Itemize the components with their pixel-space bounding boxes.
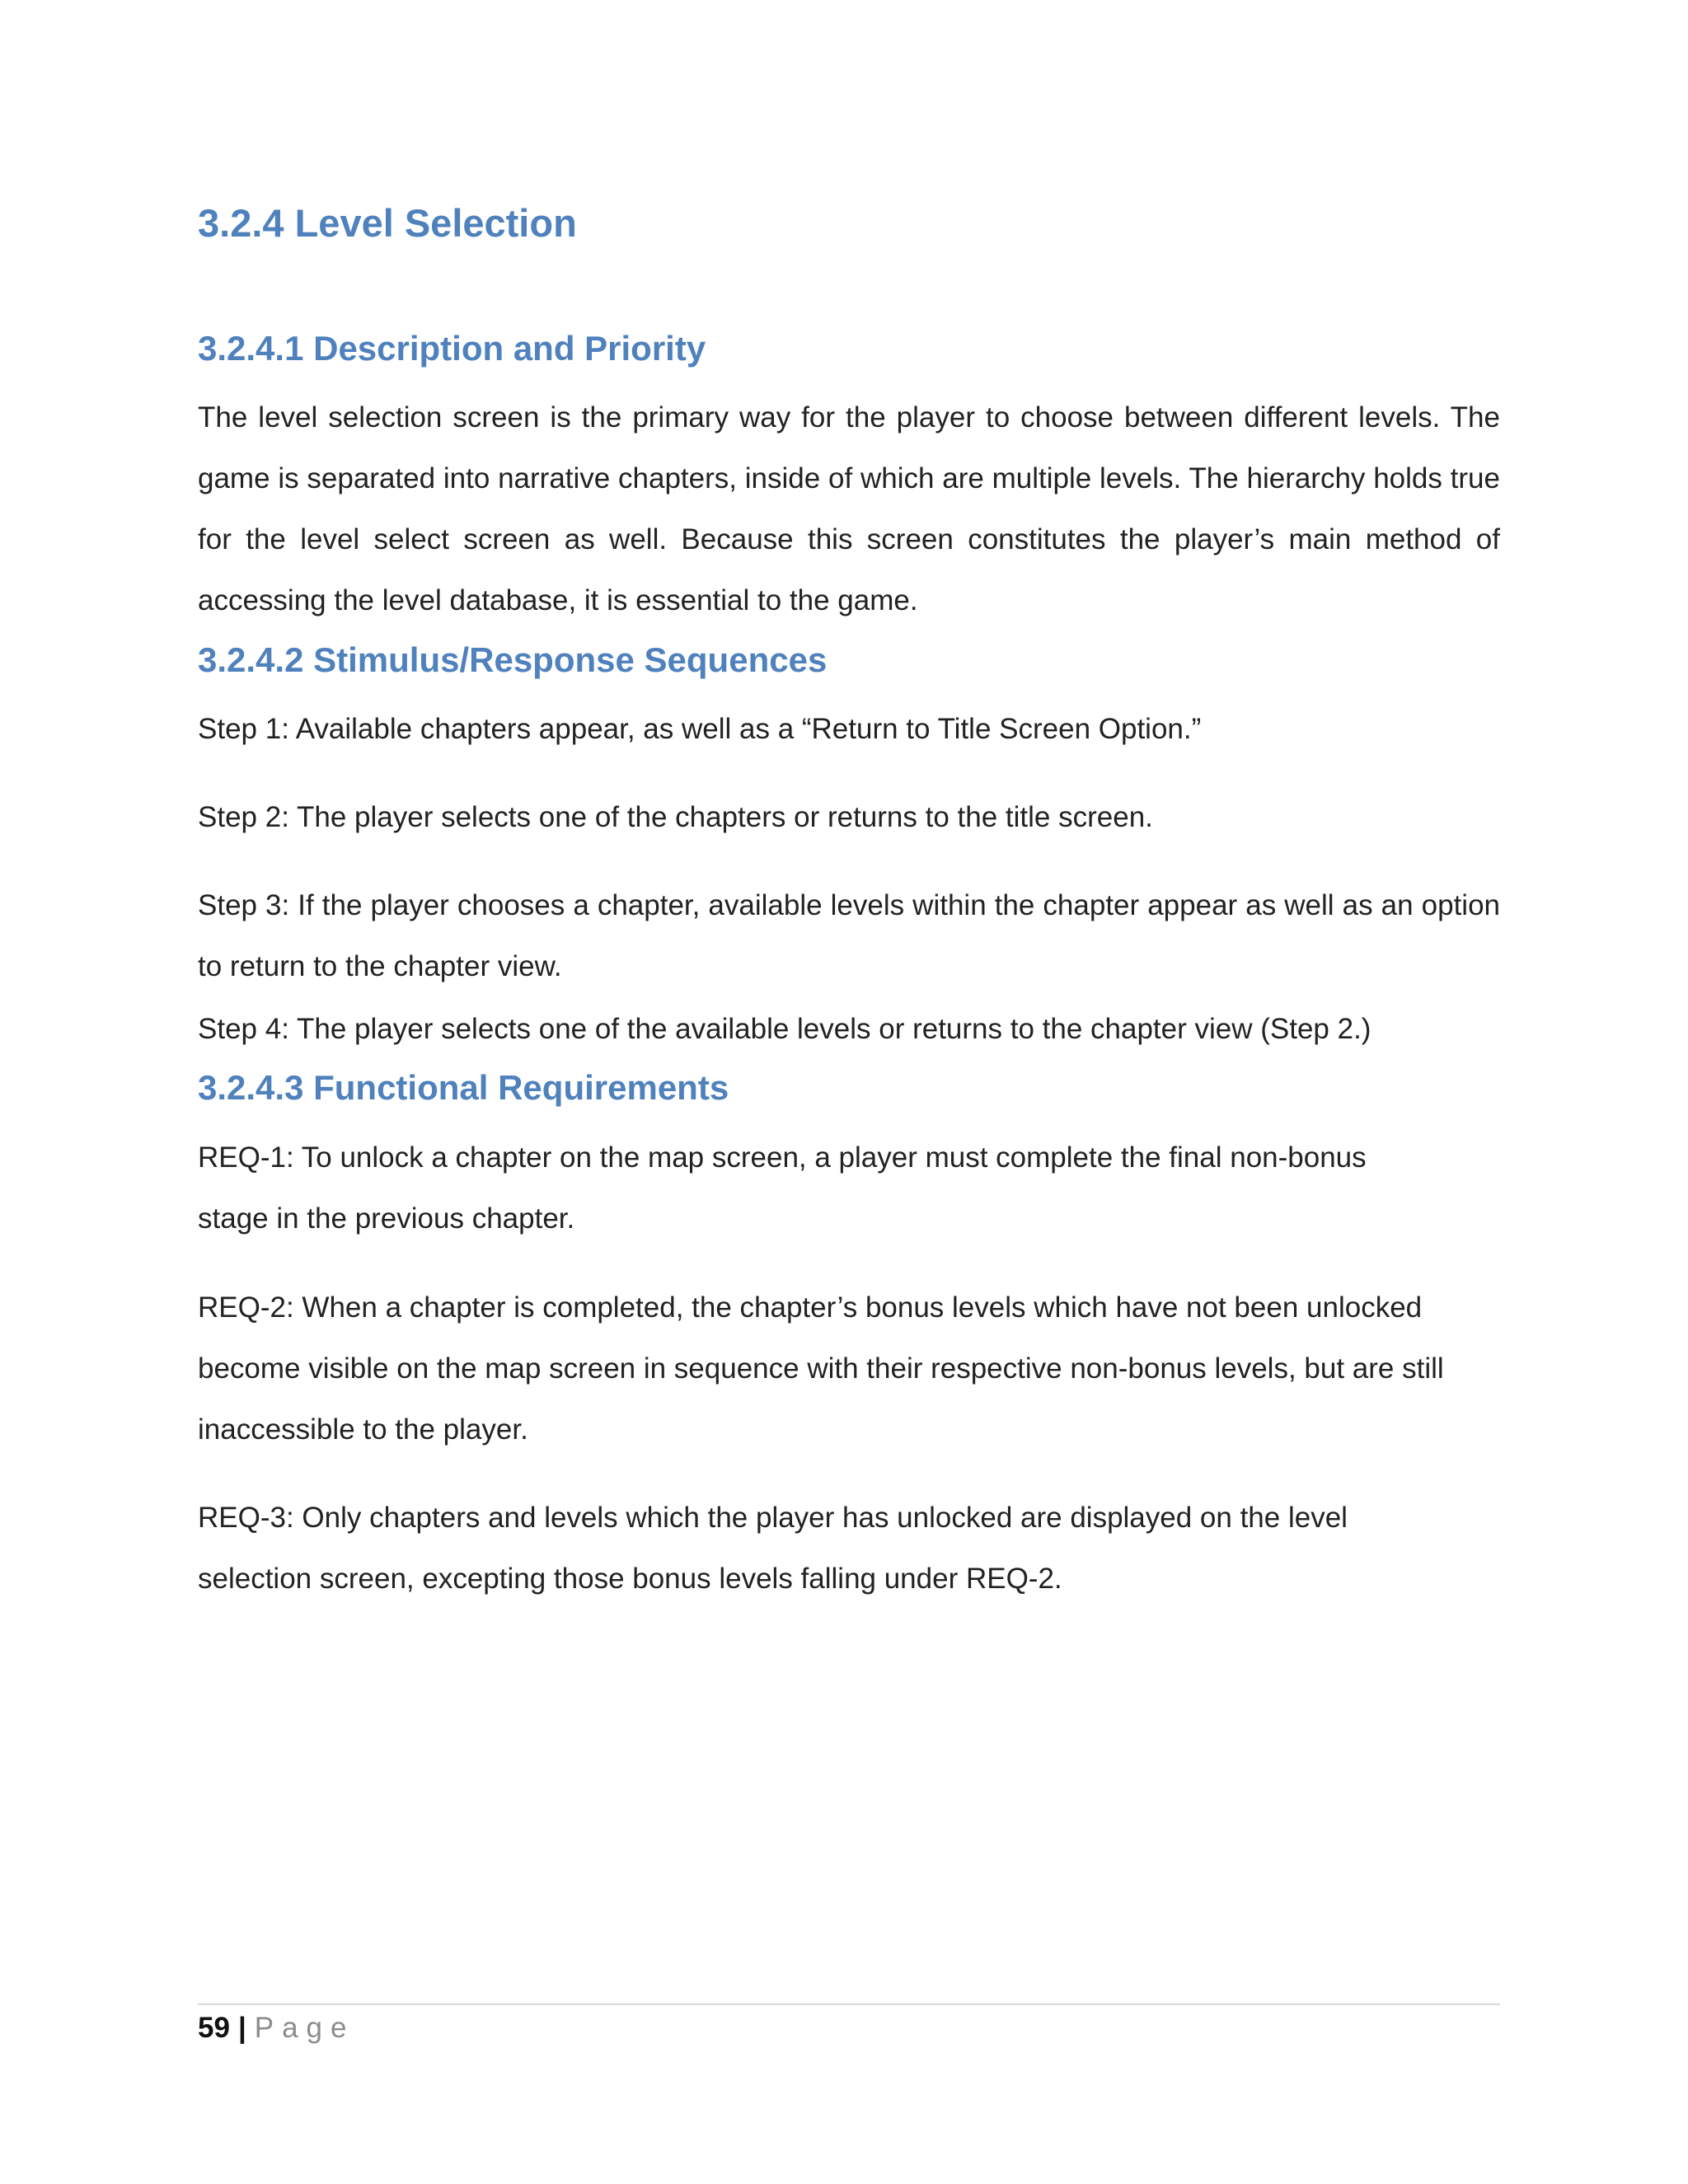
footer-divider xyxy=(198,2004,1500,2005)
section-heading: 3.2.4 Level Selection xyxy=(198,201,577,245)
step-3: Step 3: If the player chooses a chapter, available levels within the chapter appear as well as an option to return to the chapter view. xyxy=(198,889,1500,982)
req-2: REQ-2: When a chapter is completed, the chapter’s bonus levels which have not been unlocked become visible on the map screen in sequence with their respective non-bonus levels, but are still inaccessible to the player. xyxy=(198,1291,1444,1446)
step-1: Step 1: Available chapters appear, as well as a “Return to Title Screen Option.” xyxy=(198,713,1202,745)
footer-separator: | xyxy=(237,2012,246,2044)
page-footer xyxy=(198,2011,354,2046)
document-page xyxy=(198,0,1500,2184)
requirements-heading: 3.2.4.3 Functional Requirements xyxy=(198,1068,729,1107)
step-4: Step 4: The player selects one of the available levels or returns to the chapter view (Step 2.) xyxy=(198,1013,1372,1045)
req-1: REQ-1: To unlock a chapter on the map screen, a player must complete the final non-bonus stage in the previous chapter. xyxy=(198,1141,1367,1235)
step-2: Step 2: The player selects one of the chapters or returns to the title screen. xyxy=(198,801,1153,833)
page-number: 59 xyxy=(198,2012,230,2044)
description-paragraph: The level selection screen is the primary way for the player to choose between different levels. The game is separated into narrative chapters, inside of which are multiple levels. The hierarchy holds true for the level select screen as well. Because this screen constitutes the player’s main method of accessing the level database, it is essential to the game. xyxy=(198,401,1500,616)
description-heading: 3.2.4.1 Description and Priority xyxy=(198,329,706,368)
stimulus-heading: 3.2.4.2 Stimulus/Response Sequences xyxy=(198,640,828,679)
req-3: REQ-3: Only chapters and levels which the player has unlocked are displayed on the level selection screen, excepting those bonus levels falling under REQ-2. xyxy=(198,1502,1348,1595)
page-label: Page xyxy=(254,2012,355,2044)
